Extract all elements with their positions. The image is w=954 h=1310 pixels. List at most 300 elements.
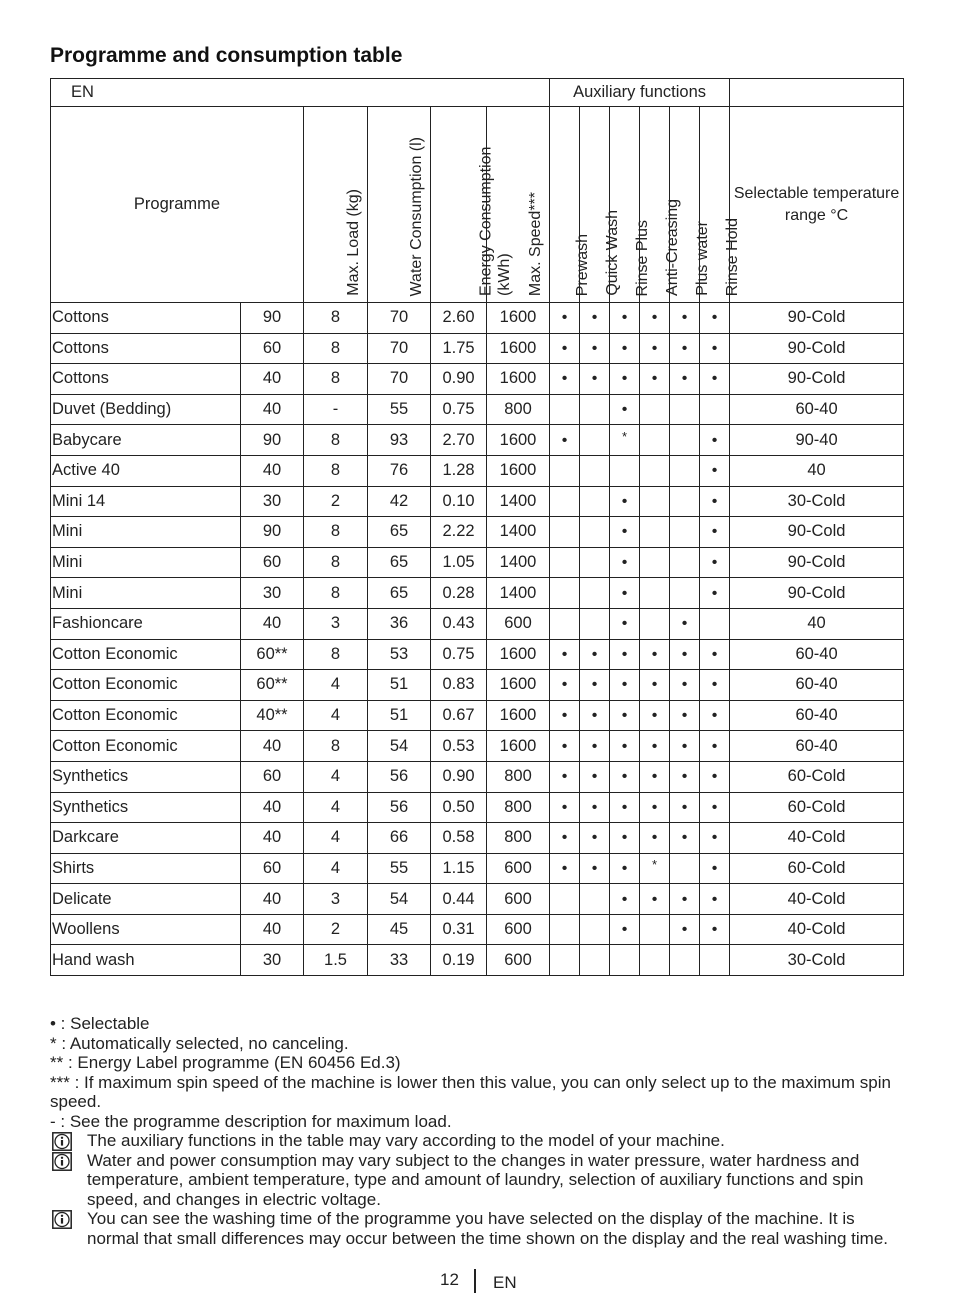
max-load-value: 3 (304, 884, 368, 915)
programme-name: Active 40 (51, 455, 241, 486)
temperature-range-value: 90-40 (730, 425, 904, 456)
temperature-range-value: 90-Cold (730, 333, 904, 364)
energy-value: 2.22 (431, 517, 487, 548)
legend-note: *** : If maximum spin speed of the machine is lower then this value, you can only select up to the maximum spin speed. (50, 1072, 891, 1111)
aux-cell (610, 455, 640, 486)
selectable-mark: • (681, 798, 688, 816)
selectable-mark: • (711, 492, 718, 510)
max-load-value: 2 (304, 486, 368, 517)
water-value: 54 (368, 884, 431, 915)
water-value: 51 (368, 670, 431, 701)
aux-cell (610, 547, 640, 578)
aux-cell (670, 761, 700, 792)
anti-creasing-header-cell (640, 107, 681, 303)
selectable-mark: • (621, 676, 628, 694)
aux-cell (670, 731, 700, 762)
energy-value: 0.19 (431, 945, 487, 976)
selectable-mark: • (591, 737, 598, 755)
speed-value: 1600 (487, 639, 550, 670)
water-value: 66 (368, 823, 431, 854)
speed-value: 800 (487, 823, 550, 854)
auto-mark: * (622, 428, 628, 444)
aux-cell (700, 823, 730, 854)
auto-mark: * (652, 856, 658, 872)
aux-cell (610, 425, 640, 456)
aux-cell (610, 792, 640, 823)
legend-note: • : Selectable (50, 1014, 150, 1033)
energy-value: 0.10 (431, 486, 487, 517)
aux-cell (640, 394, 670, 425)
aux-cell (670, 884, 700, 915)
speed-value: 1600 (487, 455, 550, 486)
table-row (51, 486, 904, 517)
aux-cell (640, 945, 670, 976)
aux-cell (610, 333, 640, 364)
selectable-mark: • (711, 798, 718, 816)
selectable-mark: • (591, 645, 598, 663)
selectable-mark: • (711, 645, 718, 663)
aux-cell (550, 731, 580, 762)
temperature-range-value: 60-40 (730, 731, 904, 762)
max-load-value: - (304, 394, 368, 425)
aux-cell (670, 608, 700, 639)
selectable-mark: • (681, 829, 688, 847)
programme-temperature: 40 (241, 364, 304, 395)
programme-name: Cottons (51, 333, 241, 364)
aux-cell (700, 547, 730, 578)
aux-cell (550, 486, 580, 517)
programme-table (50, 78, 904, 976)
aux-cell (580, 364, 610, 395)
aux-cell (580, 792, 610, 823)
aux-cell (550, 394, 580, 425)
energy-value: 0.58 (431, 823, 487, 854)
info-note-text: The auxiliary functions in the table may vary according to the model of your machine. (87, 1131, 725, 1150)
aux-cell (670, 578, 700, 609)
selectable-mark: • (711, 737, 718, 755)
speed-value: 600 (487, 914, 550, 945)
aux-cell (700, 608, 730, 639)
rinse-plus-header: Rinse Plus (633, 219, 651, 296)
aux-cell (640, 731, 670, 762)
temperature-range-value: 60-Cold (730, 792, 904, 823)
max-load-value: 2 (304, 914, 368, 945)
water-value: 65 (368, 578, 431, 609)
table-row (51, 608, 904, 639)
speed-value: 1600 (487, 700, 550, 731)
aux-cell (700, 945, 730, 976)
aux-cell (700, 425, 730, 456)
selectable-mark: • (561, 431, 568, 449)
selectable-mark: • (681, 707, 688, 725)
selectable-mark: • (621, 737, 628, 755)
quick-wash-header-cell (580, 107, 621, 303)
selectable-mark: • (591, 707, 598, 725)
selectable-mark: • (711, 707, 718, 725)
aux-cell (640, 608, 670, 639)
selectable-mark: • (621, 890, 628, 908)
max-load-value: 8 (304, 364, 368, 395)
aux-cell (580, 914, 610, 945)
selectable-mark: • (681, 890, 688, 908)
aux-cell (670, 670, 700, 701)
max-load-value: 8 (304, 425, 368, 456)
speed-value: 1400 (487, 486, 550, 517)
selectable-mark: • (711, 921, 718, 939)
speed-value: 1600 (487, 670, 550, 701)
programme-temperature: 60** (241, 639, 304, 670)
selectable-mark: • (621, 615, 628, 633)
aux-cell (640, 914, 670, 945)
table-row (51, 517, 904, 548)
water-value: 76 (368, 455, 431, 486)
aux-cell (640, 364, 670, 395)
aux-cell (610, 394, 640, 425)
aux-cell (640, 303, 670, 334)
info-icon (52, 1152, 72, 1176)
speed-value: 600 (487, 945, 550, 976)
energy-value: 0.53 (431, 731, 487, 762)
aux-cell (640, 333, 670, 364)
aux-cell (640, 639, 670, 670)
aux-cell (670, 914, 700, 945)
table-row (51, 455, 904, 486)
aux-cell (580, 517, 610, 548)
temperature-range-value: 60-40 (730, 394, 904, 425)
selectable-mark: • (681, 737, 688, 755)
energy-value: 0.90 (431, 761, 487, 792)
table-row (51, 945, 904, 976)
max-load-value: 8 (304, 333, 368, 364)
selectable-mark: • (711, 339, 718, 357)
table-row (51, 884, 904, 915)
programme-temperature: 40 (241, 731, 304, 762)
aux-cell (640, 884, 670, 915)
programme-temperature: 90 (241, 303, 304, 334)
water-value: 70 (368, 303, 431, 334)
temperature-range-value: 90-Cold (730, 517, 904, 548)
max-load-value: 4 (304, 670, 368, 701)
speed-value: 1600 (487, 333, 550, 364)
temperature-range-value: 30-Cold (730, 945, 904, 976)
aux-cell (550, 639, 580, 670)
selectable-mark: • (681, 921, 688, 939)
aux-cell (580, 303, 610, 334)
selectable-mark: • (591, 309, 598, 327)
aux-cell (610, 578, 640, 609)
aux-cell (670, 303, 700, 334)
quick-wash-header: Quick Wash (603, 210, 621, 296)
selectable-mark: • (651, 339, 658, 357)
aux-cell (550, 700, 580, 731)
programme-temperature: 90 (241, 425, 304, 456)
aux-cell (610, 884, 640, 915)
aux-cell (580, 853, 610, 884)
programme-name: Darkcare (51, 823, 241, 854)
aux-cell (580, 700, 610, 731)
info-note (50, 1151, 910, 1210)
temperature-range-value: 90-Cold (730, 547, 904, 578)
programme-temperature: 40 (241, 884, 304, 915)
page-number: 12 (440, 1270, 459, 1289)
selectable-mark: • (621, 492, 628, 510)
selectable-mark: • (621, 707, 628, 725)
aux-cell (580, 394, 610, 425)
max-load-value: 8 (304, 731, 368, 762)
aux-cell (700, 914, 730, 945)
max-load-value: 8 (304, 547, 368, 578)
aux-cell (700, 884, 730, 915)
programme-name: Cotton Economic (51, 670, 241, 701)
water-value: 53 (368, 639, 431, 670)
temperature-range-value: 60-Cold (730, 853, 904, 884)
programme-name: Cotton Economic (51, 731, 241, 762)
speed-value: 800 (487, 792, 550, 823)
aux-cell (550, 853, 580, 884)
energy-value: 0.83 (431, 670, 487, 701)
aux-cell (580, 455, 610, 486)
selectable-mark: • (591, 829, 598, 847)
selectable-mark: • (651, 890, 658, 908)
energy-value: 0.28 (431, 578, 487, 609)
max-speed-header-cell (487, 107, 550, 303)
selectable-mark: • (621, 829, 628, 847)
selectable-mark: • (621, 370, 628, 388)
programme-name: Hand wash (51, 945, 241, 976)
water-value: 70 (368, 364, 431, 395)
aux-cell (700, 792, 730, 823)
max-load-value: 8 (304, 517, 368, 548)
max-load-value: 8 (304, 578, 368, 609)
programme-temperature: 90 (241, 517, 304, 548)
aux-cell (580, 333, 610, 364)
speed-value: 1600 (487, 364, 550, 395)
aux-cell (550, 945, 580, 976)
aux-cell (700, 486, 730, 517)
aux-cell (700, 700, 730, 731)
max-load-value: 4 (304, 792, 368, 823)
energy-value: 1.15 (431, 853, 487, 884)
water-value: 65 (368, 547, 431, 578)
aux-cell (580, 731, 610, 762)
selectable-mark: • (711, 431, 718, 449)
table-row (51, 303, 904, 334)
energy-value: 0.75 (431, 639, 487, 670)
aux-cell (640, 761, 670, 792)
selectable-mark: • (561, 798, 568, 816)
anti-creasing-header: Anti-Creasing (663, 199, 681, 296)
temperature-range-value: 30-Cold (730, 486, 904, 517)
info-note-text: You can see the washing time of the programme you have selected on the display of the machine. It is normal that small differences may occur between the time shown on the display and the real washing time. (87, 1209, 888, 1248)
aux-cell (670, 823, 700, 854)
programme-temperature: 60 (241, 333, 304, 364)
selectable-mark: • (711, 309, 718, 327)
max-speed-header: Max. Speed*** (527, 191, 545, 296)
programme-temperature: 60** (241, 670, 304, 701)
aux-cell (640, 792, 670, 823)
water-consumption-header-cell (368, 107, 431, 303)
speed-value: 600 (487, 884, 550, 915)
aux-cell (640, 517, 670, 548)
energy-value: 2.60 (431, 303, 487, 334)
selectable-mark: • (711, 829, 718, 847)
water-value: 70 (368, 333, 431, 364)
selectable-mark: • (561, 768, 568, 786)
aux-cell (580, 761, 610, 792)
aux-cell (550, 792, 580, 823)
empty-header-cell (730, 79, 904, 107)
aux-cell (610, 608, 640, 639)
selectable-mark: • (621, 523, 628, 541)
table-row (51, 578, 904, 609)
table-row (51, 823, 904, 854)
selectable-mark: • (621, 554, 628, 572)
table-row (51, 761, 904, 792)
energy-consumption-header-cell (431, 107, 513, 303)
table-row (51, 333, 904, 364)
aux-cell (550, 333, 580, 364)
table-row (51, 425, 904, 456)
aux-cell (640, 547, 670, 578)
aux-cell (640, 578, 670, 609)
table-row (51, 731, 904, 762)
selectable-mark: • (561, 859, 568, 877)
temperature-range-value: 40 (730, 455, 904, 486)
max-load-value: 3 (304, 608, 368, 639)
selectable-mark: • (681, 309, 688, 327)
table-row (51, 700, 904, 731)
plus-water-header: Plus water (693, 221, 711, 296)
max-load-value: 4 (304, 853, 368, 884)
energy-value: 0.43 (431, 608, 487, 639)
aux-cell (550, 884, 580, 915)
temperature-range-value: 40-Cold (730, 914, 904, 945)
temperature-range-header: Selectable temperature range °C (730, 107, 904, 303)
energy-value: 1.05 (431, 547, 487, 578)
prewash-header: Prewash (573, 233, 591, 296)
aux-cell (700, 853, 730, 884)
energy-consumption-header: Energy Consumption (kWh) (476, 146, 513, 296)
programme-name: Babycare (51, 425, 241, 456)
programme-name: Shirts (51, 853, 241, 884)
aux-cell (580, 945, 610, 976)
table-row (51, 914, 904, 945)
legend-note: - : See the programme description for maximum load. (50, 1111, 452, 1131)
water-value: 42 (368, 486, 431, 517)
selectable-mark: • (711, 554, 718, 572)
aux-cell (610, 364, 640, 395)
programme-temperature: 60 (241, 761, 304, 792)
selectable-mark: • (711, 859, 718, 877)
aux-cell (610, 731, 640, 762)
programme-name: Cotton Economic (51, 639, 241, 670)
aux-cell (700, 761, 730, 792)
programme-name: Fashioncare (51, 608, 241, 639)
selectable-mark: • (711, 370, 718, 388)
selectable-mark: • (591, 370, 598, 388)
aux-cell (550, 823, 580, 854)
selectable-mark: • (651, 707, 658, 725)
temperature-range-value: 90-Cold (730, 578, 904, 609)
page-title: Programme and consumption table (50, 44, 403, 67)
selectable-mark: • (591, 768, 598, 786)
aux-cell (670, 547, 700, 578)
programme-temperature: 40 (241, 914, 304, 945)
aux-cell (550, 608, 580, 639)
aux-cell (700, 731, 730, 762)
aux-cell (610, 823, 640, 854)
info-note (50, 1131, 910, 1151)
speed-value: 1400 (487, 517, 550, 548)
aux-cell (700, 333, 730, 364)
selectable-mark: • (591, 859, 598, 877)
legend-note: ** : Energy Label programme (EN 60456 Ed.3) (50, 1053, 401, 1072)
temperature-range-value: 60-Cold (730, 761, 904, 792)
aux-cell (580, 608, 610, 639)
table-row (51, 853, 904, 884)
table-row (51, 639, 904, 670)
table-row (51, 547, 904, 578)
selectable-mark: • (681, 370, 688, 388)
water-value: 45 (368, 914, 431, 945)
aux-cell (610, 303, 640, 334)
aux-cell (550, 517, 580, 548)
aux-cell (670, 394, 700, 425)
selectable-mark: • (651, 370, 658, 388)
selectable-mark: • (561, 737, 568, 755)
aux-cell (610, 761, 640, 792)
water-value: 55 (368, 853, 431, 884)
selectable-mark: • (561, 676, 568, 694)
water-consumption-header: Water Consumption (l) (408, 136, 426, 296)
aux-cell (700, 394, 730, 425)
programme-name: Mini (51, 578, 241, 609)
aux-cell (580, 578, 610, 609)
selectable-mark: • (711, 462, 718, 480)
programme-temperature: 30 (241, 945, 304, 976)
selectable-mark: • (681, 615, 688, 633)
aux-cell (580, 639, 610, 670)
programme-temperature: 40 (241, 823, 304, 854)
aux-cell (580, 547, 610, 578)
aux-cell (670, 853, 700, 884)
temperature-range-value: 60-40 (730, 670, 904, 701)
speed-value: 600 (487, 608, 550, 639)
programme-name: Synthetics (51, 792, 241, 823)
selectable-mark: • (711, 676, 718, 694)
aux-cell (640, 823, 670, 854)
aux-cell (610, 486, 640, 517)
selectable-mark: • (561, 829, 568, 847)
selectable-mark: • (681, 768, 688, 786)
selectable-mark: • (591, 676, 598, 694)
temperature-range-value: 60-40 (730, 639, 904, 670)
max-load-value: 4 (304, 823, 368, 854)
temperature-range-value: 90-Cold (730, 364, 904, 395)
table-row (51, 394, 904, 425)
programme-temperature: 40 (241, 792, 304, 823)
aux-cell (640, 425, 670, 456)
aux-cell (610, 639, 640, 670)
selectable-mark: • (711, 584, 718, 602)
aux-cell (700, 364, 730, 395)
selectable-mark: • (621, 921, 628, 939)
plus-water-header-cell (670, 107, 711, 303)
aux-cell (550, 670, 580, 701)
max-load-header: Max. Load (kg) (344, 189, 362, 296)
programme-header: Programme (51, 107, 304, 303)
energy-value: 1.75 (431, 333, 487, 364)
